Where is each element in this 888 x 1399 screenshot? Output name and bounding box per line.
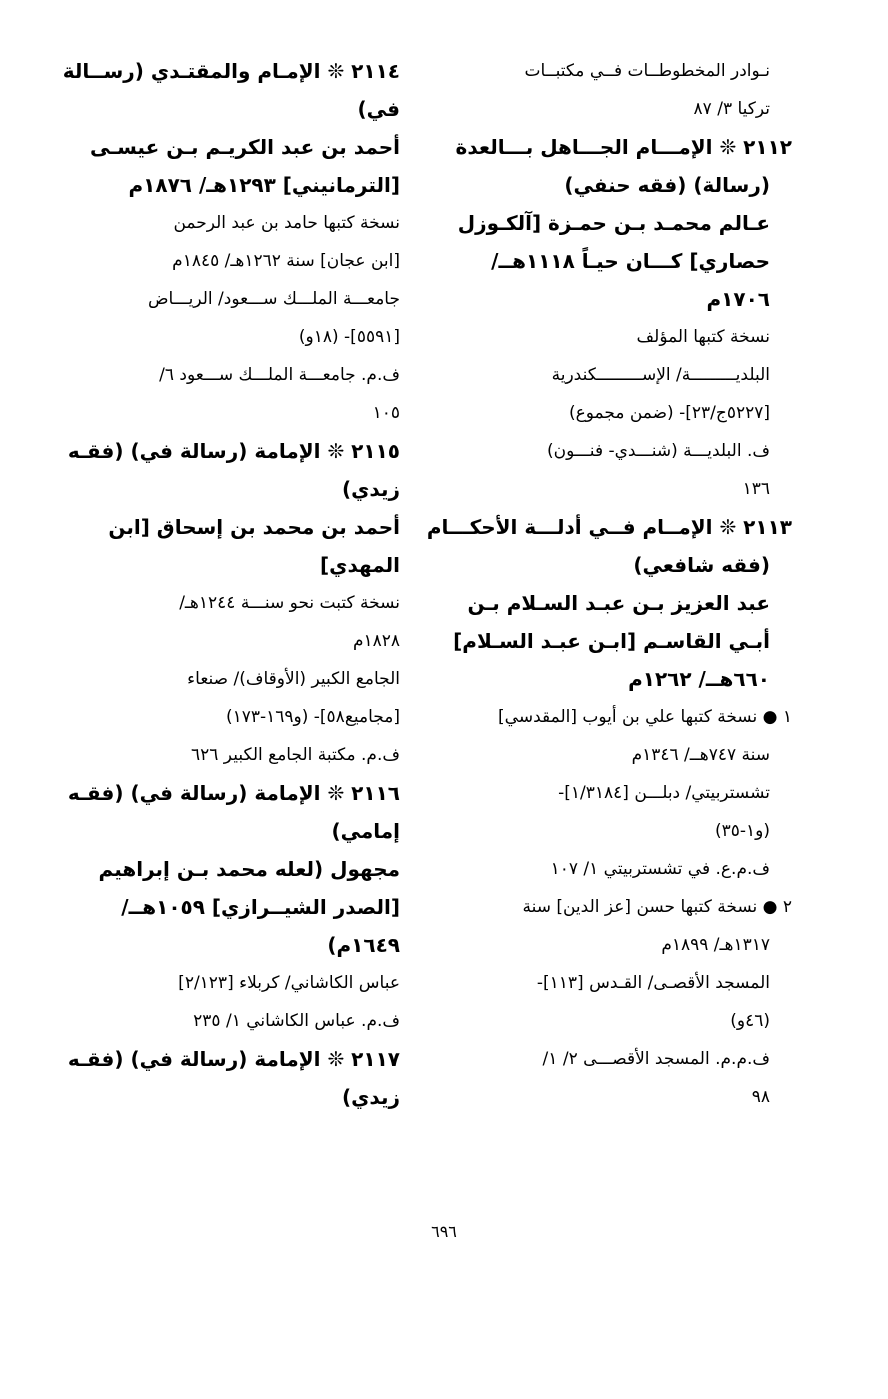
text-line: [ابن عجان] سنة ١٢٦٢هـ/ ١٨٤٥م (172, 251, 400, 271)
text-line: عبد العزيز بـن عبـد السـلام بـن (467, 591, 770, 615)
text-line: المهدي] (320, 553, 400, 577)
text-line: ١٠٥ (372, 403, 400, 423)
text-line: ف.م. عباس الكاشاني ١/ ٢٣٥ (193, 1011, 400, 1031)
text-line: سنة ٧٤٧هــ/ ١٣٤٦م (631, 745, 770, 765)
text-line: [مجاميع٥٨]- (و١٦٩-١٧٣) (225, 707, 400, 727)
text-line: أبـي القاسـم [ابـن عبـد السـلام] (453, 629, 770, 653)
text-line: ١٣٦ (742, 479, 770, 499)
text-line: ١٨٢٨م (352, 631, 400, 651)
text-line: (رسالة) (فقه حنفي) (564, 173, 770, 197)
text-line: ١٦٤٩م) (327, 933, 400, 957)
left-column (62, 52, 400, 1116)
text-line: [٥٢٢٧ج/٢٣]- (ضمن مجموع) (568, 403, 770, 423)
text-line: ٦٦٠هــ/ ١٢٦٢م (628, 667, 770, 691)
entry-heading: ٢١١٥ ❊ الإمامة (رسالة في) (فقـه (67, 439, 400, 463)
text-line: نسخة كتبت نحو سنـــة ١٢٤٤هـ/ (179, 593, 400, 613)
text-line: ف.م.م. المسجد الأقصـــى ٢/ ١/ (542, 1049, 770, 1069)
entry-heading: ٢١١٤ ❊ الإمـام والمقتـدي (رســالة (62, 59, 400, 83)
text-line: ف.م. مكتبة الجامع الكبير ٦٢٦ (191, 745, 400, 765)
text-line: ف. البلديـــة (شنـــدي- فنـــون) (546, 441, 770, 461)
text-line: عـالم محمـد بـن حمـزة [آلكـوزل (457, 211, 770, 235)
text-line: (و١-٣٥) (714, 821, 770, 841)
text-line: نسخة كتبها المؤلف (636, 327, 770, 347)
text-line: مجهول (لعله محمد بـن إبراهيم (98, 857, 400, 881)
text-line: أحمد بن محمد بن إسحاق [ابن (108, 515, 400, 539)
text-line: إمامي) (331, 819, 400, 843)
text-line: زيدي) (341, 477, 400, 501)
entry-heading: ٢١١٧ ❊ الإمامة (رسالة في) (فقـه (67, 1047, 400, 1071)
entry-heading: ٢١١٣ ❊ الإمــام فــي أدلـــة الأحكـــام (426, 515, 792, 539)
text-line: ١٧٠٦م (706, 287, 770, 311)
text-line: أحمد بن عبد الكريـم بـن عيسـى (90, 135, 400, 159)
text-line: ١ ● نسخة كتبها علي بن أيوب [المقدسي] (498, 707, 792, 727)
text-line: [الصدر الشيــرازي] ١٠٥٩هــ/ (121, 895, 400, 919)
text-line: (٤٦و) (730, 1011, 770, 1031)
text-line: نسخة كتبها حامد بن عبد الرحمن (173, 213, 400, 233)
text-line: تركيا ٣/ ٨٧ (693, 99, 770, 119)
text-line: نـوادر المخطوطــات فــي مكتبــات (524, 61, 770, 81)
text-line: عباس الكاشاني/ كربلاء [٢/١٢٣] (178, 973, 400, 993)
text-line: تشستربيتي/ دبلـــن [١/٣١٨٤]- (558, 783, 770, 803)
text-line: زيدي) (341, 1085, 400, 1109)
right-column (426, 52, 792, 1116)
text-line: ف.م. جامعـــة الملـــك ســـعود ٦/ (159, 365, 400, 385)
entry-heading: ٢١١٦ ❊ الإمامة (رسالة في) (فقـه (67, 781, 400, 805)
text-line: ف.م.ع. في تشستربيتي ١/ ١٠٧ (550, 859, 770, 879)
text-line: في) (357, 97, 400, 121)
text-line: ٢ ● نسخة كتبها حسن [عز الدين] سنة (522, 897, 792, 917)
text-line: ١٣١٧هـ/ ١٨٩٩م (661, 935, 770, 955)
text-line: حصاري] كـــان حيـاً ١١١٨هــ/ (491, 249, 770, 273)
page-number: ٦٩٦ (431, 1222, 457, 1241)
text-line: جامعـــة الملـــك ســـعود/ الريـــاض (147, 289, 400, 309)
text-line: ٩٨ (751, 1087, 770, 1107)
text-line: [الترمانيني] ١٢٩٣هـ/ ١٨٧٦م (128, 173, 400, 197)
text-line: البلديـــــــــة/ الإســـــــــكندرية (551, 365, 770, 385)
text-line: الجامع الكبير (الأوقاف)/ صنعاء (187, 669, 400, 689)
text-line: المسجد الأقصـى/ القـدس [١١٣]- (536, 973, 770, 993)
text-line: (فقه شافعي) (633, 553, 770, 577)
entry-heading: ٢١١٢ ❊ الإمـــام الجـــاهل بـــالعدة (455, 135, 792, 159)
text-line: [٥٥٩١]- (١٨و) (298, 327, 400, 347)
